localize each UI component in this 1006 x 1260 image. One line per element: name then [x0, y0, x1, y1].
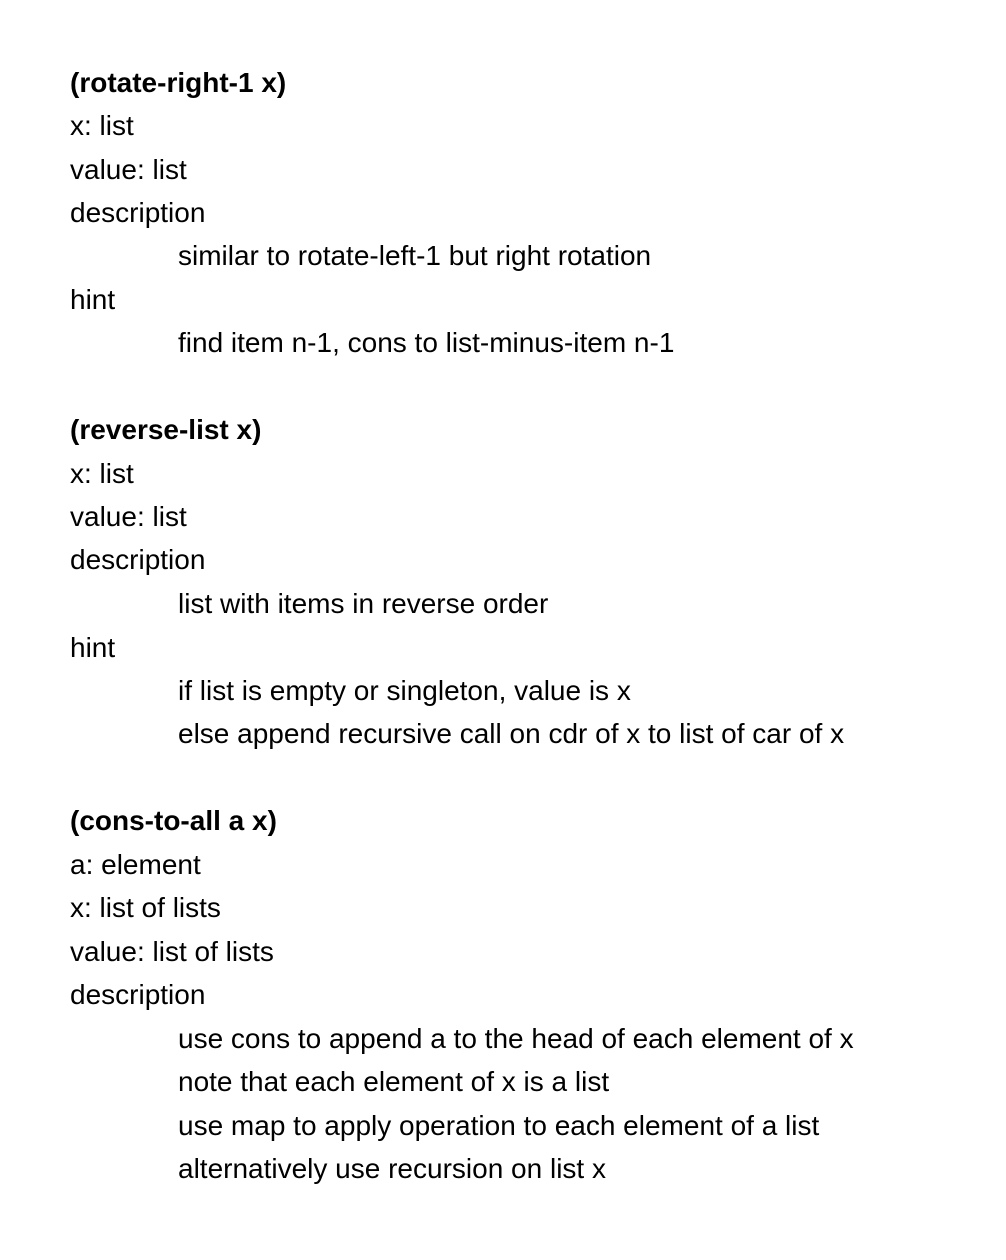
- param-line: x: list: [70, 458, 134, 489]
- description-text: list with items in reverse order: [178, 588, 549, 619]
- function-signature: (rotate-right-1 x): [70, 67, 287, 98]
- description-text: use map to apply operation to each element of a list: [178, 1110, 820, 1141]
- param-line: x: list: [70, 110, 134, 141]
- hint-label: hint: [70, 632, 116, 663]
- description-text: alternatively use recursion on list x: [178, 1153, 606, 1184]
- value-line: value: list: [70, 154, 187, 185]
- hint-text: find item n-1, cons to list-minus-item n-1: [178, 327, 675, 358]
- value-line: value: list: [70, 501, 187, 532]
- description-label: description: [70, 197, 206, 228]
- description-text: similar to rotate-left-1 but right rotation: [178, 240, 652, 271]
- value-line: value: list of lists: [70, 936, 274, 967]
- function-signature: (cons-to-all a x): [70, 805, 277, 836]
- description-label: description: [70, 979, 206, 1010]
- param-line: x: list of lists: [70, 892, 221, 923]
- description-text: note that each element of x is a list: [178, 1066, 610, 1097]
- param-line: a: element: [70, 849, 201, 880]
- description-label: description: [70, 544, 206, 575]
- description-text: use cons to append a to the head of each element of x: [178, 1023, 854, 1054]
- hint-text: else append recursive call on cdr of x to list of car of x: [178, 718, 845, 749]
- hint-label: hint: [70, 284, 116, 315]
- function-signature: (reverse-list x): [70, 414, 262, 445]
- hint-text: if list is empty or singleton, value is x: [178, 675, 631, 706]
